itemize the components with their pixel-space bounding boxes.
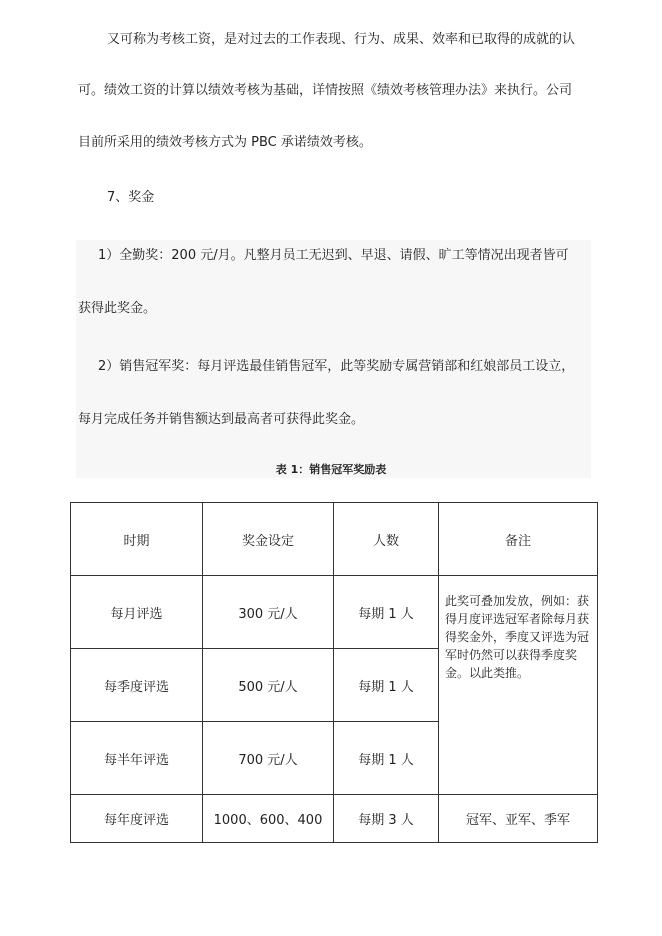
count-cell: 每期 1 人	[334, 576, 439, 649]
table-header-row	[71, 503, 598, 576]
paragraph-line: 获得此奖金。	[78, 301, 157, 316]
note-line: 此奖可叠加发放，例如：获	[445, 594, 590, 608]
note-line: 得奖金外，季度又评选为冠	[445, 630, 590, 644]
paragraph-line: 又可称为考核工资，是对过去的工作表现、行为、成果、效率和已取得的成就的认	[107, 32, 576, 47]
period-cell: 每半年评选	[71, 722, 203, 795]
paragraph-line: 1）全勤奖：200 元/月。凡整月员工无迟到、早退、请假、旷工等情况出现者皆可	[98, 248, 569, 263]
paragraph-line: 可。绩效工资的计算以绩效考核为基础，详情按照《绩效考核管理办法》来执行。公司	[78, 83, 573, 98]
bonus-cell: 1000、600、400	[203, 795, 334, 843]
note-line: 得月度评选冠军者除每月获	[445, 612, 590, 626]
header-cell: 时期	[71, 503, 203, 576]
bonus-cell: 300 元/人	[203, 576, 334, 649]
bonus-cell: 500 元/人	[203, 649, 334, 722]
paragraph-line: 2）销售冠军奖：每月评选最佳销售冠军，此等奖励专属营销部和红娘部员工设立，	[98, 359, 575, 374]
table-row	[71, 576, 598, 649]
note-line: 金。以此类推。	[445, 666, 530, 680]
shared-note-cell	[439, 576, 598, 795]
table-caption: 表 1：销售冠军奖励表	[275, 463, 387, 476]
header-cell: 人数	[334, 503, 439, 576]
period-cell: 每月评选	[71, 576, 203, 649]
note-cell: 冠军、亚军、季军	[439, 795, 598, 843]
header-cell: 备注	[439, 503, 598, 576]
section-heading: 7、奖金	[107, 190, 155, 205]
count-cell: 每期 1 人	[334, 722, 439, 795]
period-cell: 每年度评选	[71, 795, 203, 843]
header-cell: 奖金设定	[203, 503, 334, 576]
count-cell: 每期 3 人	[334, 795, 439, 843]
reward-table	[70, 502, 598, 843]
paragraph-line: 每月完成任务并销售额达到最高者可获得此奖金。	[78, 412, 365, 427]
period-cell: 每季度评选	[71, 649, 203, 722]
note-line: 军时仍然可以获得季度奖	[445, 648, 578, 662]
paragraph-line: 目前所采用的绩效考核方式为 PBC 承诺绩效考核。	[78, 135, 372, 150]
count-cell: 每期 1 人	[334, 649, 439, 722]
table-row	[71, 795, 598, 843]
bonus-cell: 700 元/人	[203, 722, 334, 795]
